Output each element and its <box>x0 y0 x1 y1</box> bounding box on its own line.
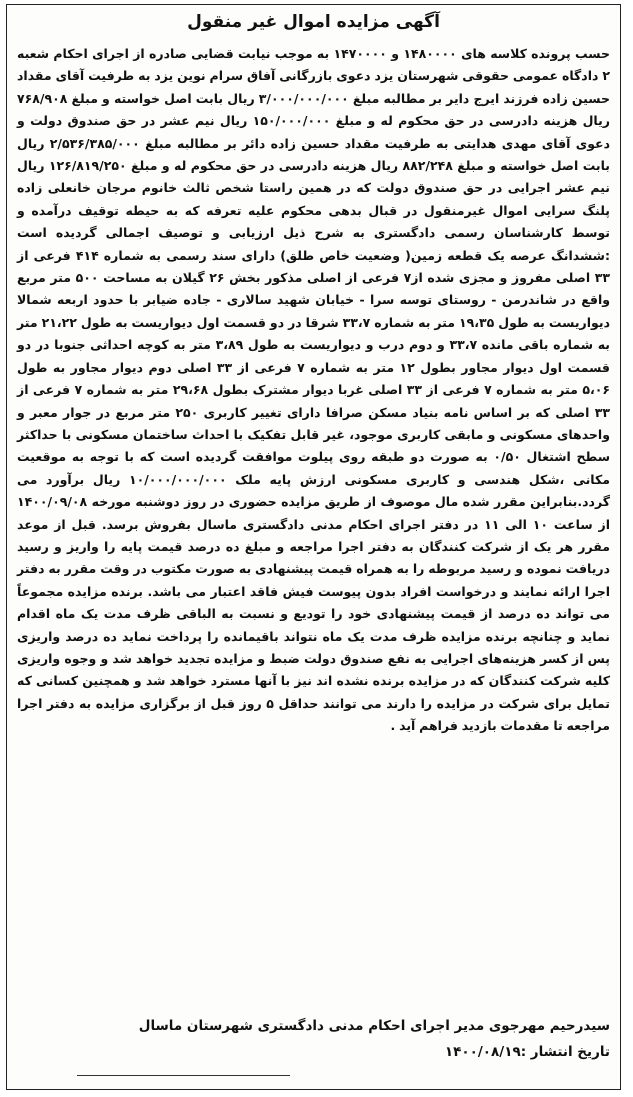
auction-notice <box>6 4 621 1090</box>
notice-footer <box>17 1013 610 1065</box>
publish-date: تاریخ انتشار :۱۴۰۰/۰۸/۱۹ <box>444 1044 610 1060</box>
notice-body: حسب پرونده کلاسه های ۱۴۸۰۰۰۰ و ۱۴۷۰۰۰۰ به موجب نیابت قضایی صادره از اجرای احکام شعبه ۲ دادگاه عمومی حقوقی شهرستان یزد دعوی بازرگانی آفاق سرام نوین یزد به طرفیت آقای مقداد حسین زاده فرزند ایرج دایر بر مطالبه مبلغ ۳/۰۰۰/۰۰۰/۰۰۰ ریال بابت اصل خواسته و مبلغ ۷۶۸/۹۰۸ ریال هزینه دادرسی در حق محکوم له و مبلغ ۱۵۰/۰۰۰/۰۰۰ ریال نیم عشر در حق صندوق دولت و دعوی آقای مهدی هدایتی به طرفیت مقداد حسین زاده دائر بر مطالبه مبلغ ۲/۵۳۶/۳۸۵/۰۰۰ ریال بابت اصل خواسته و مبلغ ۸۸۲/۲۴۸ ریال هزینه دادرسی در حق محکوم له و مبلغ ۱۲۶/۸۱۹/۲۵۰ ریال نیم عشر اجرایی در حق صندوق دولت که در همین راستا شخص ثالث خانوم مرجان خانعلی زاده پلنگ سرایی اموال غیرمنقول در قبال بدهی محکوم علیه تعرفه که به حیطه توقیف درآمده و توسط کارشناسان رسمی دادگستری به شرح ذیل ارزیابی و توصیف اجمالی گردیده است :ششدانگ عرصه یک قطعه زمین( وضعیت خاص طلق) دارای سند رسمی به شماره ۴۱۴ فرعی از ۳۳ اصلی مفروز و مجزی شده از۷ فرعی از اصلی مذکور بخش ۲۶ گیلان به مساحت ۵۰۰ متر مربع واقع در شاندرمن - روستای توسه سرا - خیابان شهید سالاری - جاده ضیابر با حدود اربعه شمالا دیواریست به طول ۱۹،۳۵ متر به شماره ۳۳،۷ شرقا در دو قسمت اول دیواریست به طول ۲۱،۲۲ متر به شماره باقی مانده ۳۳،۷ و دوم درب و دیواریست به طول ۳،۸۹ متر به کوچه احداثی جنوبا در دو قسمت اول دیوار مجاور بطول ۱۲ متر به شماره ۷ فرعی از ۳۳ اصلی دوم دیوار مجاور به طول ۵،۰۶ متر به شماره ۷ فرعی از ۳۳ اصلی غربا دیوار مشترک بطول ۲۹،۶۸ متر به شماره ۷ فرعی از ۳۳ اصلی که بر اساس نامه بنیاد مسکن صرافا دارای تغییر کاربری ۲۵۰ متر مربع در جوار معبر و واحدهای مسکونی و مابقی کاربری موجود، غیر قابل تفکیک با احداث ساختمان مسکونی با حداکثر سطح اشتغال ۰/۵۰ به صورت دو طبقه روی پیلوت موافقت گردیده است که با توجه به موقعیت مکانی ،شکل هندسی و کاربری مسکونی ارزش پایه ملک ۱۰/۰۰۰/۰۰۰/۰۰۰ ریال برآورد می گردد.بنابراین مقرر شده مال موصوف از طریق مزایده حضوری در روز دوشنبه مورخه ۱۴۰۰/۰۹/۰۸ از ساعت ۱۰ الی ۱۱ در دفتر اجرای احکام مدنی دادگستری ماسال بفروش برسد. قبل از موعد مقرر هر یک از شرکت کنندگان به دفتر اجرا مراجعه و مبلغ ده درصد قیمت پایه را واریز و رسید دریافت نموده و رسید مربوطه را به همراه قیمت پیشنهادی به صورت مکتوب در وقت مقرر به دفتر اجرا ارائه نمایند و درخواست افراد بدون پیوست فیش فاقد اعتبار می باشد. برنده مزایده مجموعاً می تواند ده درصد از قیمت پیشنهادی خود را تودیع و نسبت به الباقی ظرف مدت یک ماه اقدام نماید و چنانچه برنده مزایده ظرف مدت یک ماه نتواند باقیمانده را پرداخت نماید ده درصد واریزی پس از کسر هزینه‌های اجرایی به نفع صندوق دولت ضبط و مزایده تجدید خواهد شد و وجوه واریزی کلیه شرکت کنندگان که در مزایده برنده نشده اند نیز با آنها مسترد خواهد شد و همچنین کسانی که تمایل برای شرکت در مزایده را دارند می توانند حداقل ۵ روز قبل از برگزاری مزایده به دفتر اجرا مراجعه تا مقدمات بازدید فراهم آید . <box>17 46 611 734</box>
notice-title: آگهی مزایده اموال غیر منقول <box>187 12 440 32</box>
footer-divider <box>77 1075 290 1076</box>
signature-line: سیدرحیم مهرجوی مدیر اجرای احکام مدنی دادگستری شهرستان ماسال <box>138 1018 610 1034</box>
